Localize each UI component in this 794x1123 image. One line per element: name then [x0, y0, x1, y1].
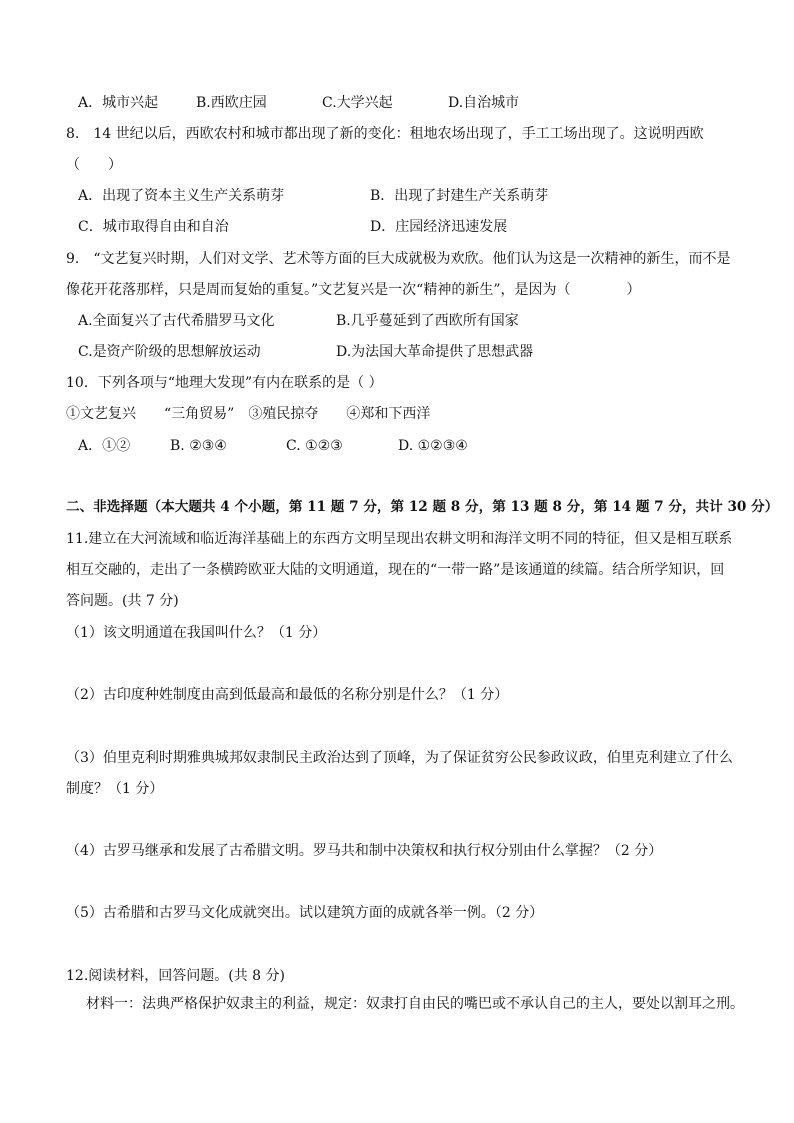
- q11-sub5: （5）古希腊和古罗马文化成就突出。试以建筑方面的成就各举一例。（2 分）: [66, 905, 544, 921]
- q11-stem-line1: 11.建立在大河流域和临近海洋基础上的东西方文明呈现出农耕文明和海洋文明不同的特征，但又是相互联系: [66, 531, 733, 547]
- q7-option-b: B.西欧庄园: [196, 95, 267, 111]
- q10-stem: 10．下列各项与“地理大发现”有内在联系的是（ ）: [66, 375, 383, 391]
- q8-option-b: B．出现了封建生产关系萌芽: [370, 188, 549, 204]
- q11-sub4: （4）古罗马继承和发展了古希腊文明。罗马共和制中决策权和执行权分别由什么掌握？（2 分）: [66, 843, 663, 859]
- q9-option-d: D.为法国大革命提供了思想武器: [336, 344, 534, 360]
- q11-sub3-line2: 制度？（1 分）: [66, 781, 164, 797]
- q9-stem-line1: 9. “文艺复兴时期，人们对文学、艺术等方面的巨大成就极为欢欣。他们认为这是一次精神的新生，而不是: [66, 251, 731, 267]
- q7-option-d: D.自治城市: [448, 95, 520, 111]
- q9-stem-line2: 像花开花落那样，只是周而复始的重复。”文艺复兴是一次“精神的新生”，是因为（ ）: [66, 282, 641, 298]
- q9-option-c: C.是资产阶级的思想解放运动: [78, 344, 261, 360]
- q11-stem-line2: 相互交融的，走出了一条横跨欧亚大陆的文明通道，现在的“一带一路”是该通道的续篇。结合所学知识，回: [66, 562, 725, 578]
- q7-option-c: C.大学兴起: [322, 95, 393, 111]
- section2-title: 二、非选择题（本大题共 4 个小题，第 11 题 7 分，第 12 题 8 分，第 13 题 8 分，第 14 题 7 分，共计 30 分）: [66, 499, 779, 515]
- q10-option-a: A．①②: [78, 438, 131, 454]
- q11-sub1: （1）该文明通道在我国叫什么？（1 分）: [66, 625, 327, 641]
- q12-material1: 材料一：法典严格保护奴隶主的利益，规定：奴隶打自由民的嘴巴或不承认自己的主人，要处以割耳之刑。: [86, 996, 744, 1012]
- q8-option-a: A．出现了资本主义生产关系萌芽: [78, 188, 285, 204]
- q8-stem-line1: 8. 14 世纪以后，西欧农村和城市都出现了新的变化：租地农场出现了，手工工场出现了。这说明西欧: [66, 126, 704, 142]
- q9-option-a: A.全面复兴了古代希腊罗马文化: [78, 313, 275, 329]
- q8-stem-line2: （ ）: [66, 157, 122, 173]
- q10-option-b: B. ②③④: [170, 438, 227, 454]
- q9-option-b: B.几乎蔓延到了西欧所有国家: [336, 313, 519, 329]
- q8-option-d: D．庄园经济迅速发展: [370, 219, 508, 235]
- q10-option-d: D. ①②③④: [398, 438, 468, 454]
- q7-option-a: A．城市兴起: [78, 95, 159, 111]
- q8-option-c: C．城市取得自由和自治: [78, 219, 229, 235]
- q11-stem-line3: 答问题。(共 7 分): [66, 593, 179, 609]
- q11-sub3-line1: （3）伯里克利时期雅典城邦奴隶制民主政治达到了顶峰，为了保证贫穷公民参政议政，伯里克利建立了什么: [66, 750, 733, 766]
- q12-stem: 12.阅读材料，回答问题。(共 8 分): [66, 968, 285, 984]
- q10-items: ①文艺复兴 “三角贸易” ③殖民掠夺 ④郑和下西洋: [66, 406, 431, 422]
- q10-option-c: C. ①②③: [286, 438, 343, 454]
- q11-sub2: （2）古印度种姓制度由高到低最高和最低的名称分别是什么？（1 分）: [66, 687, 509, 703]
